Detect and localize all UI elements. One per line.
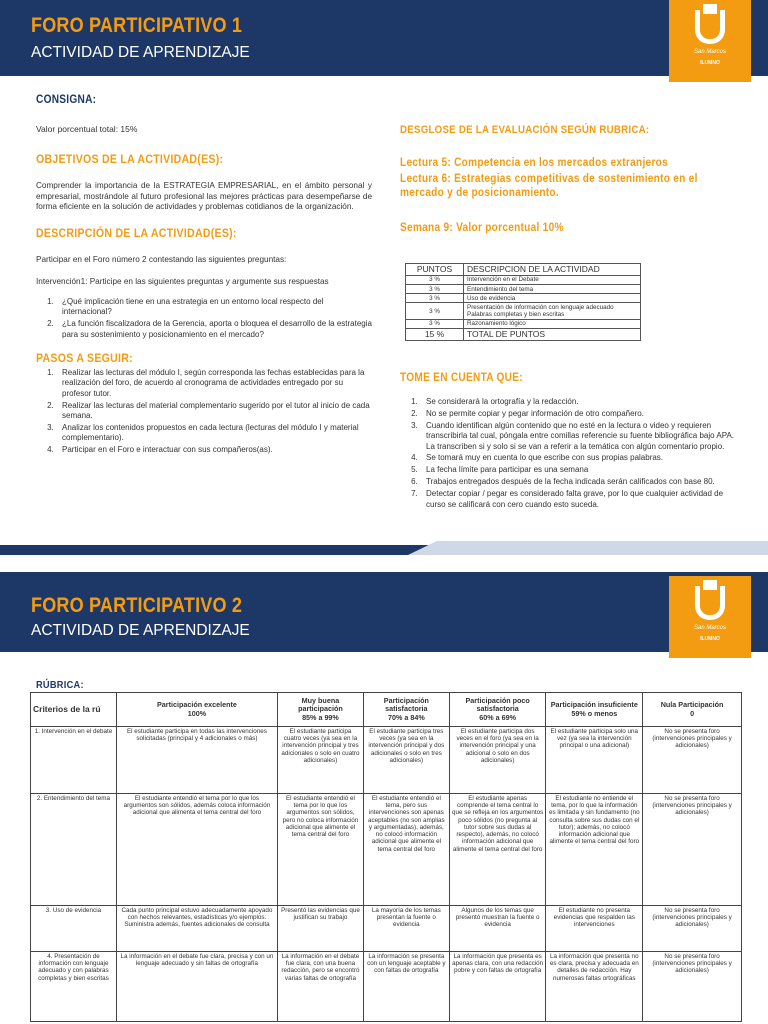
- table-cell: 4. Presentación de información con lenguaje adecuado y con palabras completas y bien escritas: [31, 952, 117, 1022]
- column-header: Nula Participación 0: [643, 693, 742, 727]
- table-cell: La mayoría de los temas presentan la fuente o evidencia: [363, 906, 449, 952]
- university-logo-icon: [669, 0, 751, 82]
- preguntas-list: [42, 297, 372, 342]
- descripcion-heading: DESCRIPCIÓN DE LA ACTIVIDAD(ES):: [36, 226, 237, 240]
- table-cell: Cada punto principal estuvo adecuadamente apoyado con hechos relevantes, estadísticas y/o ejemplos. Suministra además, fuentes adicionales de consulta: [116, 906, 277, 952]
- column-header: Participación excelente 100%: [116, 693, 277, 727]
- list-item: 2. No se permite copiar y pegar información de otro compañero.: [420, 409, 736, 419]
- intervencion-label: Intervención1: Participe en las siguientes preguntas y argumente sus respuestas: [36, 277, 329, 286]
- slide-gap: [0, 555, 768, 572]
- logo-brand: San Marcos: [693, 625, 726, 631]
- table-row: [406, 275, 641, 284]
- table-cell: La información en el debate fue clara, precisa y con un lenguaje adecuado y sin faltas de ortografía: [116, 952, 277, 1022]
- table-cell: El estudiante participa cuatro veces (ya sea en la intervención principal y tres adicionales o solo en cuatro adicionales): [278, 727, 364, 794]
- table-cell: 3 %: [406, 294, 464, 303]
- table-cell: Razonamiento lógico: [464, 319, 641, 328]
- table-cell: 3 %: [406, 285, 464, 294]
- tome-list: [406, 397, 736, 511]
- table-cell: 1. Intervención en el debate: [31, 727, 117, 794]
- table-cell: Algunos de los temas que presentó muestran la fuente o evidencia: [449, 906, 546, 952]
- column-header: Participación satisfactoria 70% a 84%: [363, 693, 449, 727]
- table-cell: 3 %: [406, 319, 464, 328]
- page-title: FORO PARTICIPATIVO 2: [31, 594, 243, 617]
- valor-porcentual: Valor porcentual total: 15%: [36, 124, 138, 134]
- table-cell: Entendimiento del tema: [464, 285, 641, 294]
- descripcion-intro: Participar en el Foro número 2 contestando las siguientes preguntas:: [36, 255, 287, 264]
- table-header-row: [406, 264, 641, 276]
- lectura-6: Lectura 6: Estrategias competitivas de sostenimiento en el mercado y de posicionamiento.: [400, 173, 698, 200]
- table-cell: El estudiante no presenta evidencias que respalden las intervenciones: [546, 906, 643, 952]
- list-item: 3. Cuando identifican algún contenido que no esté en la lectura o video y requieren transcribirla tal cual, póngala entre comillas referencie su fuente bibliográfica bajo APA. La transcriben si y solo si se van a referir a la temática con algún comentario propio.: [420, 421, 736, 452]
- table-row: [31, 727, 742, 794]
- logo-u-shape: [695, 586, 725, 620]
- slide-foro-2: [0, 572, 768, 1024]
- table-row: [31, 794, 742, 906]
- slide-header: [0, 0, 768, 76]
- objetivos-text: Comprender la importancia de la ESTRATEGIA EMPRESARIAL, en el ámbito personal y empresarial, mostrándole al futuro profesional las mejores prácticas para desempeñarse de forma eficiente en la solución de actividades y problemas cotidianos de la organización.: [36, 181, 372, 211]
- footer-stripe-accent: [408, 541, 768, 555]
- table-total-row: [406, 329, 641, 341]
- list-item: 5. La fecha límite para participar es una semana: [420, 465, 736, 475]
- table-cell: El estudiante entendió el tema, pero sus intervenciones son apenas aceptables (no son amplias y argumentadas), además, no colocó información adicional que alimente el tema central del foro: [363, 794, 449, 906]
- page-title: FORO PARTICIPATIVO 1: [31, 14, 243, 37]
- rubric-table: [30, 692, 742, 1022]
- table-cell: 3. Uso de evidencia: [31, 906, 117, 952]
- list-item: 2. ¿La función fiscalizadora de la Gerencia, aporta o bloquea el desarrollo de la estrategia para su sostenimiento y posicionamiento en el mercado?: [56, 319, 372, 340]
- table-cell: 3 %: [406, 303, 464, 319]
- table-header-row: [31, 693, 742, 727]
- table-cell: El estudiante apenas comprende el tema central lo que se refleja en los argumentos poco sólidos (no pregunta al tutor sobre sus dudas al respecto), además, no colocó información adicional que alimente el tema central del foro: [449, 794, 546, 906]
- table-row: [406, 285, 641, 294]
- list-item: 7. Detectar copiar / pegar es considerado falta grave, por lo que cualquier actividad de curso se calificará con cero cuando esto suceda.: [420, 489, 736, 510]
- logo-tagline: ILUMNO: [700, 60, 720, 66]
- logo-tagline: ILUMNO: [700, 636, 720, 642]
- table-row: [406, 303, 641, 319]
- table-row: [406, 319, 641, 328]
- pasos-heading: PASOS A SEGUIR:: [36, 351, 133, 365]
- list-item: 3. Analizar los contenidos propuestos en cada lectura (lecturas del módulo I y material complementario).: [56, 423, 372, 444]
- table-cell: Presentación de información con lenguaje adecuado Palabras completas y bien escritas: [464, 303, 641, 319]
- table-row: [31, 906, 742, 952]
- slide-header: [0, 572, 768, 652]
- semana-9: Semana 9: Valor porcentual 10%: [400, 222, 564, 234]
- table-cell: No se presenta foro (intervenciones principales y adicionales): [643, 906, 742, 952]
- table-cell: La información se presenta con un lenguaje aceptable y con faltas de ortografía: [363, 952, 449, 1022]
- list-item: 4. Participar en el Foro e interactuar con sus compañeros(as).: [56, 445, 372, 455]
- table-cell: 2. Entendimiento del tema: [31, 794, 117, 906]
- consigna-heading: CONSIGNA:: [36, 94, 97, 106]
- table-cell: El estudiante entendió el tema por lo que los argumentos son sólidos, además coloca información adicional que alimenta el tema central del foro: [116, 794, 277, 906]
- column-header: Participación poco satisfactoria 60% a 69%: [449, 693, 546, 727]
- tome-heading: TOME EN CUENTA QUE:: [400, 372, 523, 384]
- column-header: DESCRIPCION DE LA ACTIVIDAD: [464, 264, 641, 276]
- puntos-table: [405, 263, 641, 341]
- column-header: Criterios de la rú: [31, 693, 117, 727]
- table-cell: El estudiante participa solo una vez (ya sea la intervención principal o una adicional): [546, 727, 643, 794]
- column-header: PUNTOS: [406, 264, 464, 276]
- column-header: Muy buena participación 85% a 99%: [278, 693, 364, 727]
- table-cell: Presentó las evidencias que justifican su trabajo: [278, 906, 364, 952]
- column-header: Participación insuficiente 59% o menos: [546, 693, 643, 727]
- pasos-list: [42, 368, 372, 457]
- table-cell: No se presenta foro (intervenciones principales y adicionales): [643, 952, 742, 1022]
- table-cell: 3 %: [406, 275, 464, 284]
- table-cell: El estudiante participa tres veces (ya sea en la intervención principal y dos adicionales o solo en tres adicionales): [363, 727, 449, 794]
- table-cell: El estudiante entendió el tema por lo que los argumentos son sólidos, pero no coloca información adicional que alimente el tema central del foro: [278, 794, 364, 906]
- page-subtitle: ACTIVIDAD DE APRENDIZAJE: [31, 44, 250, 61]
- list-item: 1. Realizar las lecturas del módulo I, según corresponda las fechas establecidas para la realización del foro, de acuerdo al cronograma de actividades entregado por su profesor tutor.: [56, 368, 372, 399]
- table-cell: TOTAL DE PUNTOS: [464, 329, 641, 341]
- table-cell: 15 %: [406, 329, 464, 341]
- list-item: 6. Trabajos entregados después de la fecha indicada serán calificados con base 80.: [420, 477, 736, 487]
- table-cell: El estudiante no entiende el tema, por lo que la información es limitada y sin fundamento (no consulta sobre sus dudas con el tutor); además, no colocó información adicional que alimente el tema central del foro: [546, 794, 643, 906]
- logo-u-shape: [695, 10, 725, 44]
- table-cell: Uso de evidencia: [464, 294, 641, 303]
- logo-brand: San Marcos: [693, 49, 726, 55]
- table-cell: No se presenta foro (intervenciones principales y adicionales): [643, 727, 742, 794]
- table-cell: El estudiante participa dos veces en el foro (ya sea en la intervención principal y una adicional o solo en dos adicionales): [449, 727, 546, 794]
- university-logo-icon: [669, 576, 751, 658]
- table-row: [31, 952, 742, 1022]
- list-item: 4. Se tomará muy en cuenta lo que escribe con sus propias palabras.: [420, 453, 736, 463]
- table-cell: La información en el debate fue clara, con una buena redacción, pero se encontró varias faltas de ortografía: [278, 952, 364, 1022]
- table-cell: No se presenta foro (intervenciones principales y adicionales): [643, 794, 742, 906]
- table-cell: La información que presenta es apenas clara, con una redacción pobre y con faltas de ortografía: [449, 952, 546, 1022]
- table-cell: Intervención en el Debate: [464, 275, 641, 284]
- footer-stripe: [0, 545, 768, 555]
- list-item: 2. Realizar las lecturas del material complementario sugerido por el tutor al inicio de cada semana.: [56, 401, 372, 422]
- table-cell: El estudiante participa en todas las intervenciones solicitadas (principal y 4 adicionales o más): [116, 727, 277, 794]
- list-item: 1. ¿Qué implicación tiene en una estrategia en un entorno local respecto del internacional?: [56, 297, 372, 318]
- rubrica-heading: RÚBRICA:: [36, 679, 84, 691]
- table-cell: La información que presenta no es clara, precisa y adecuada en detalles de redacción. Hay numerosas faltas ortográficas: [546, 952, 643, 1022]
- page-subtitle: ACTIVIDAD DE APRENDIZAJE: [31, 622, 250, 639]
- table-row: [406, 294, 641, 303]
- lectura-5: Lectura 5: Competencia en los mercados extranjeros: [400, 157, 668, 169]
- desglose-heading: DESGLOSE DE LA EVALUACIÓN SEGÚN RUBRICA:: [400, 124, 650, 136]
- objetivos-heading: OBJETIVOS DE LA ACTIVIDAD(ES):: [36, 152, 224, 166]
- list-item: 1. Se considerará la ortografía y la redacción.: [420, 397, 736, 407]
